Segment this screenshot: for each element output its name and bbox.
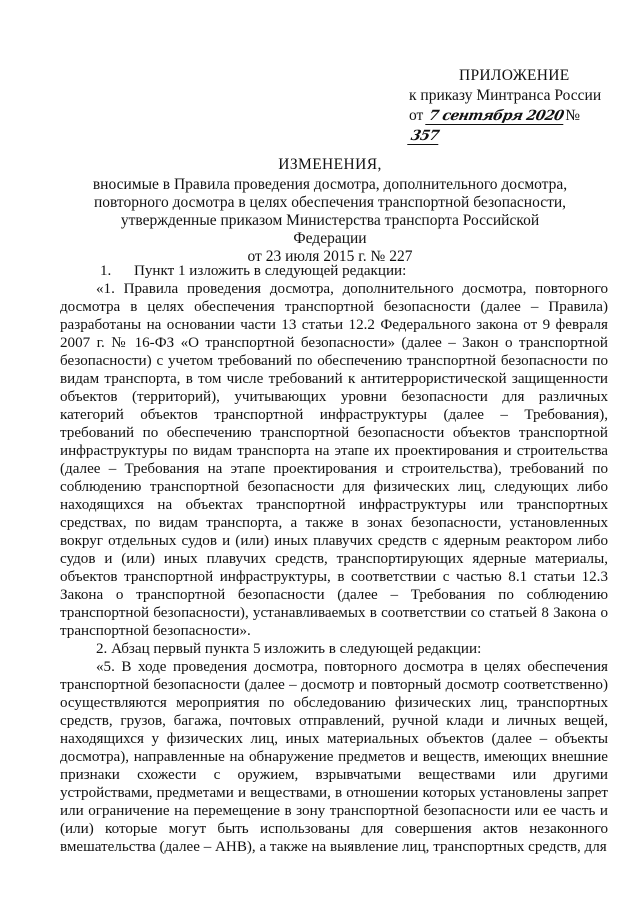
item2-heading: 2. Абзац первый пункта 5 изложить в следующей редакции:	[96, 641, 482, 657]
heading-title: ИЗМЕНЕНИЯ,	[278, 156, 382, 173]
item1-heading: 1. Пункт 1 изложить в следующей редакции:	[100, 263, 407, 279]
heading-line: утвержденные приказом Министерства транспорта Российской Федерации	[120, 212, 540, 247]
date-prefix: от	[409, 107, 424, 124]
appendix-title: ПРИЛОЖЕНИЕ	[459, 67, 570, 84]
handwritten-date: 7 сентября 2020	[425, 108, 567, 125]
appendix-order-line: к приказу Минтранса России	[409, 87, 602, 104]
handwritten-number: 357	[407, 128, 442, 145]
document-heading	[90, 156, 570, 266]
heading-line: от 23 июля 2015 г. № 227	[247, 248, 413, 265]
item1-text: «1. Правила проведения досмотра, дополнительного досмотра, повторного досмотра в целях обеспечения транспортной безопасности (далее – Правила) разработаны на основании части 13 статьи 12.2 Федерального закона от 9 февраля 2007 г. № 16-ФЗ «О транспортной безопасности» (далее – Закон о транспортной безопасности) с учетом требований по обеспечению транспортной безопасности по видам транспорта, в том числе требований к антитеррористической защищенности объектов (территорий), учитывающих уровни безопасности для различных категорий объектов транспортной инфраструктуры (далее – Требования), требований по обеспечению транспортной безопасности объектов транспортной инфраструктуры по видам транспорта на этапе их проектирования и строительства (далее – Требования на этапе проектирования и строительства), требований по соблюдению транспортной безопасности для физических лиц, следующих либо находящихся на объектах транспортной инфраструктуры или транспортных средствах, по видам транспорта, а также в зонах безопасности, установленных вокруг отдельных судов и (или) иных плавучих средств с ядерным реактором либо судов и (или) иных плавучих средств, транспортирующих ядерные материалы, объектов транспортной инфраструктуры, в соответствии с частью 8.1 статьи 12.3 Закона о транспортной безопасности (далее – Требования по соблюдению транспортной безопасности), устанавливаемых в соответствии со статьей 8 Закона о транспортной безопасности».	[60, 281, 608, 639]
item2-text: «5. В ходе проведения досмотра, повторного досмотра в целях обеспечения транспортной безопасности (далее – досмотр и повторный досмотр соответственно) осуществляются мероприятия по обследованию физических лиц, транспортных средств, грузов, багажа, почтовых отправлений, ручной клади и личных вещей, находящихся у физических лиц, иных материальных объектов (далее – объекты досмотра), направленные на обнаружение предметов и веществ, имеющих внешние признаки схожести с оружием, взрывчатыми веществами или другими устройствами, предметами и веществами, в отношении которых установлены запрет или ограничение на перемещение в зону транспортной безопасности или ее часть и (или) которые могут быть использованы для совершения актов незаконного вмешательства (далее – АНВ), а также на выявление лиц, транспортных средств, для	[60, 659, 608, 855]
appendix-date-line	[405, 106, 605, 146]
heading-line: повторного досмотра в целях обеспечения транспортной безопасности,	[93, 194, 567, 211]
number-prefix: №	[565, 107, 581, 124]
document-body	[60, 262, 608, 856]
heading-line: вносимые в Правила проведения досмотра, дополнительного досмотра,	[92, 176, 568, 193]
appendix-block	[405, 66, 605, 146]
